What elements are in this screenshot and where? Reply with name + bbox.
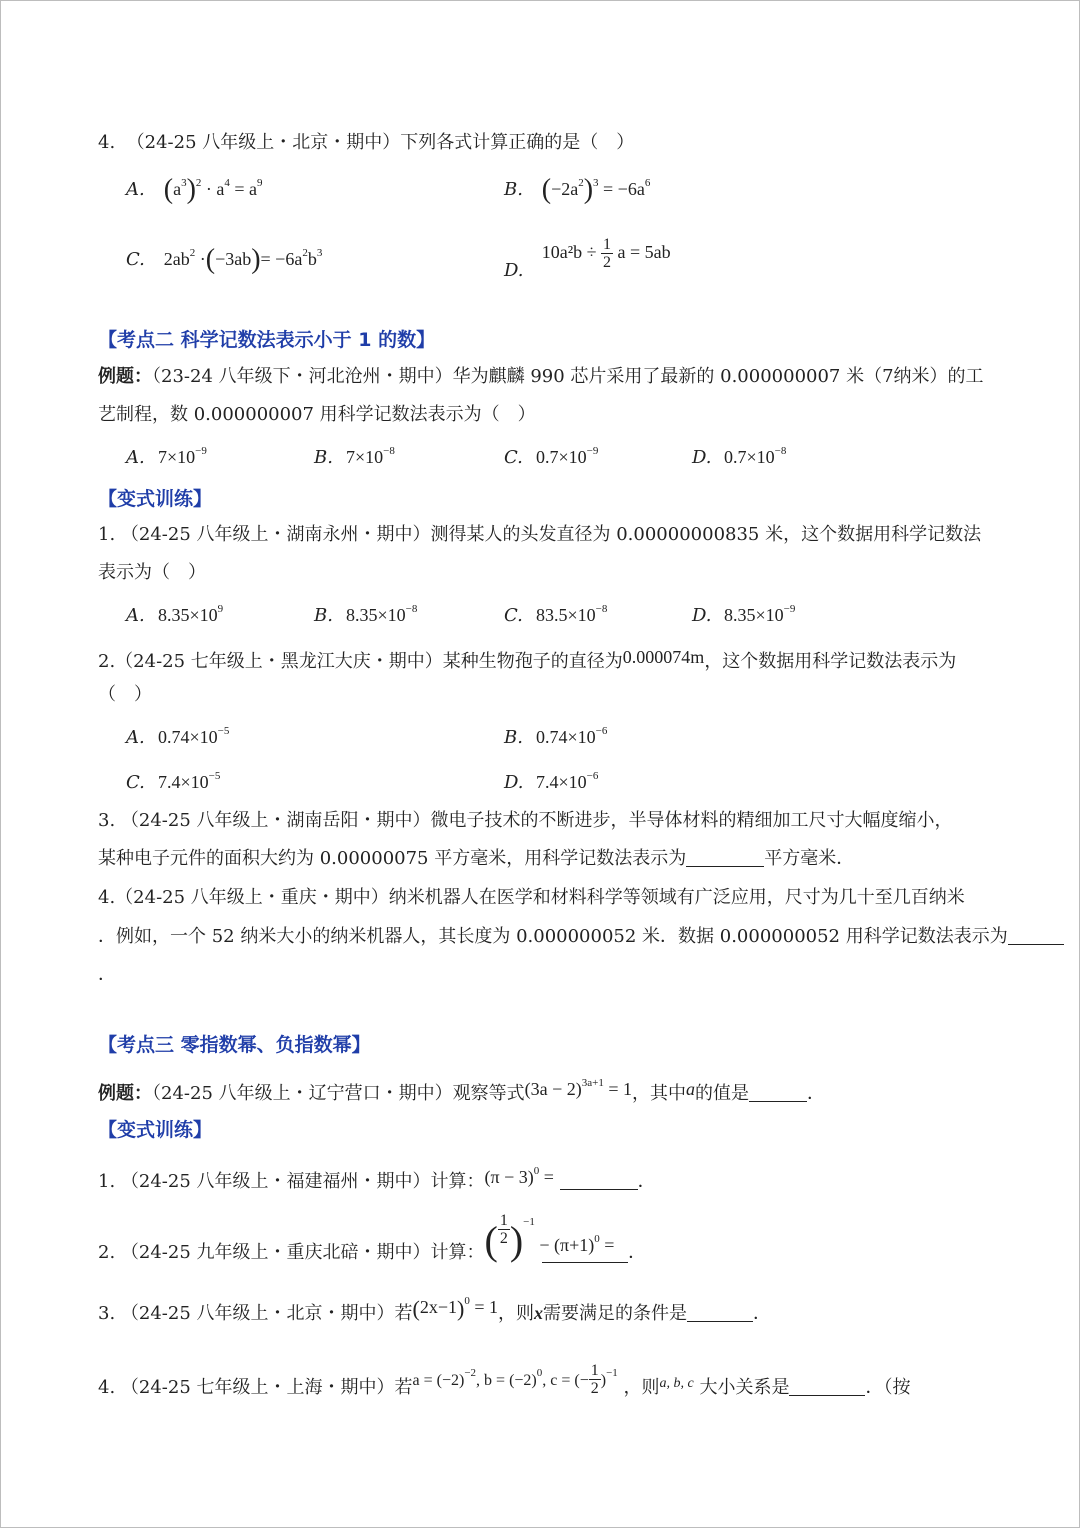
s3-p3: 3. （24-25 八年级上・北京・期中）若$(2x-1)^0 = 1$，则x需要满足的条件是 ． xyxy=(98,1295,771,1324)
answer-blank[interactable] xyxy=(686,848,764,867)
ex2-option-a: A. $7\times 10^{-9}$ xyxy=(126,445,207,468)
practice-heading-2: 【变式训练】 xyxy=(98,488,213,510)
s2-p3-line2: 某种电子元件的面积大约为 0.00000075 平方毫米，用科学记数法表示为 平方毫米． xyxy=(98,848,855,869)
s2-p1-option-b: B. $8.35\times 10^{-8}$ xyxy=(314,603,418,626)
s2-p2-option-d: D. $7.4\times 10^{-6}$ xyxy=(504,770,599,793)
ex2-option-d: D. $0.7\times 10^{-8}$ xyxy=(692,445,787,468)
s2-p2-line2: （ ） xyxy=(98,684,152,705)
s2-p2-option-b: B. $0.74\times 10^{-6}$ xyxy=(504,725,608,748)
q4-option-c: C. $2ab^2 \cdot(-3ab)= -6a^2b^3$ xyxy=(126,244,323,275)
s2-p3-line1: 3. （24-25 八年级上・湖南岳阳・期中）微电子技术的不断进步，半导体材料的精细加工尺寸大幅度缩小， xyxy=(98,810,953,831)
s2-p1-line2: 表示为（ ） xyxy=(98,562,206,583)
section2-example-line1: 例题：（23-24 八年级下・河北沧州・期中）华为麒麟 990 芯片采用了最新的 0.000000007 米（7纳米）的工 xyxy=(98,366,984,387)
s3-p1: 1. （24-25 八年级上・福建福州・期中）计算：$(\pi - 3)^0$ = ． xyxy=(98,1165,656,1192)
section-heading-3: 【考点三 零指数幂、负指数幂】 xyxy=(98,1034,371,1056)
answer-blank[interactable] xyxy=(749,1083,807,1102)
q4-option-b: B. $(-2a^2)^3 = -6a^6$ xyxy=(504,174,651,205)
q4-option-d: D. 10a²b ÷ $\frac{1}{2}$ a = 5ab xyxy=(504,236,671,281)
s2-p2-line1: 2.（24-25 七年级上・黑龙江大庆・期中）某种生物孢子的直径为0.000074m，这个数据用科学记数法表示为 xyxy=(98,647,957,672)
s2-p2-option-a: A. $0.74\times 10^{-5}$ xyxy=(126,725,230,748)
s2-p2-option-c: C. $7.4\times 10^{-5}$ xyxy=(126,770,221,793)
q4-stem: 4. （24-25 八年级上・北京・期中）下列各式计算正确的是（ ） xyxy=(98,132,635,153)
answer-blank[interactable] xyxy=(560,1171,638,1190)
section-heading-2: 【考点二 科学记数法表示小于 1 的数】 xyxy=(98,329,436,351)
s2-p1-option-d: D. $8.35\times 10^{-9}$ xyxy=(692,603,796,626)
answer-blank[interactable] xyxy=(1008,926,1064,945)
practice-heading-3: 【变式训练】 xyxy=(98,1119,213,1141)
s2-p1-option-a: A. $8.35\times 10^9$ xyxy=(126,603,224,626)
section2-example-line2: 艺制程，数 0.000000007 用科学记数法表示为（ ） xyxy=(98,404,536,425)
s3-example: 例题：（24-25 八年级上・辽宁营口・期中）观察等式$(3a - 2)^{3a+1} = 1$，其中a的值是 ． xyxy=(98,1077,826,1104)
s2-p1-option-c: C. $83.5\times 10^{-8}$ xyxy=(504,603,608,626)
q4-option-a: A. $(a^3)^2 \cdot a^4 = a^9$ xyxy=(126,174,263,205)
answer-blank[interactable] xyxy=(542,1244,628,1263)
s3-p2: 2. （24-25 九年级上・重庆北碚・期中）计算：( $\frac{1}{2}$ )$^{-1} - (\pi+1)^0$ = ． xyxy=(98,1212,647,1263)
s2-p1-line1: 1. （24-25 八年级上・湖南永州・期中）测得某人的头发直径为 0.00000000835 米，这个数据用科学记数法 xyxy=(98,524,982,545)
s2-p4-line2: ．例如，一个 52 纳米大小的纳米机器人，其长度为 0.000000052 米．数据 0.000000052 用科学记数法表示为 xyxy=(98,924,1064,950)
s3-p4: 4. （24-25 七年级上・上海・期中）若$a = (-2)^{-2}$, $b = (-2)^0$, c = (− $\frac{1}{2}$ )$^{-1}$ ，则$^{a, b, c}$ 大小关系是 ．（按 xyxy=(98,1362,911,1398)
ex2-option-b: B. $7\times 10^{-8}$ xyxy=(314,445,395,468)
s2-p4-line1: 4.（24-25 八年级上・重庆・期中）纳米机器人在医学和材料科学等领域有广泛应用，尺寸为几十至几百纳米 xyxy=(98,887,965,908)
ex2-option-c: C. $0.7\times 10^{-9}$ xyxy=(504,445,599,468)
s2-p4-line3: ． xyxy=(98,964,116,985)
answer-blank[interactable] xyxy=(687,1303,753,1322)
answer-blank[interactable] xyxy=(789,1377,865,1396)
